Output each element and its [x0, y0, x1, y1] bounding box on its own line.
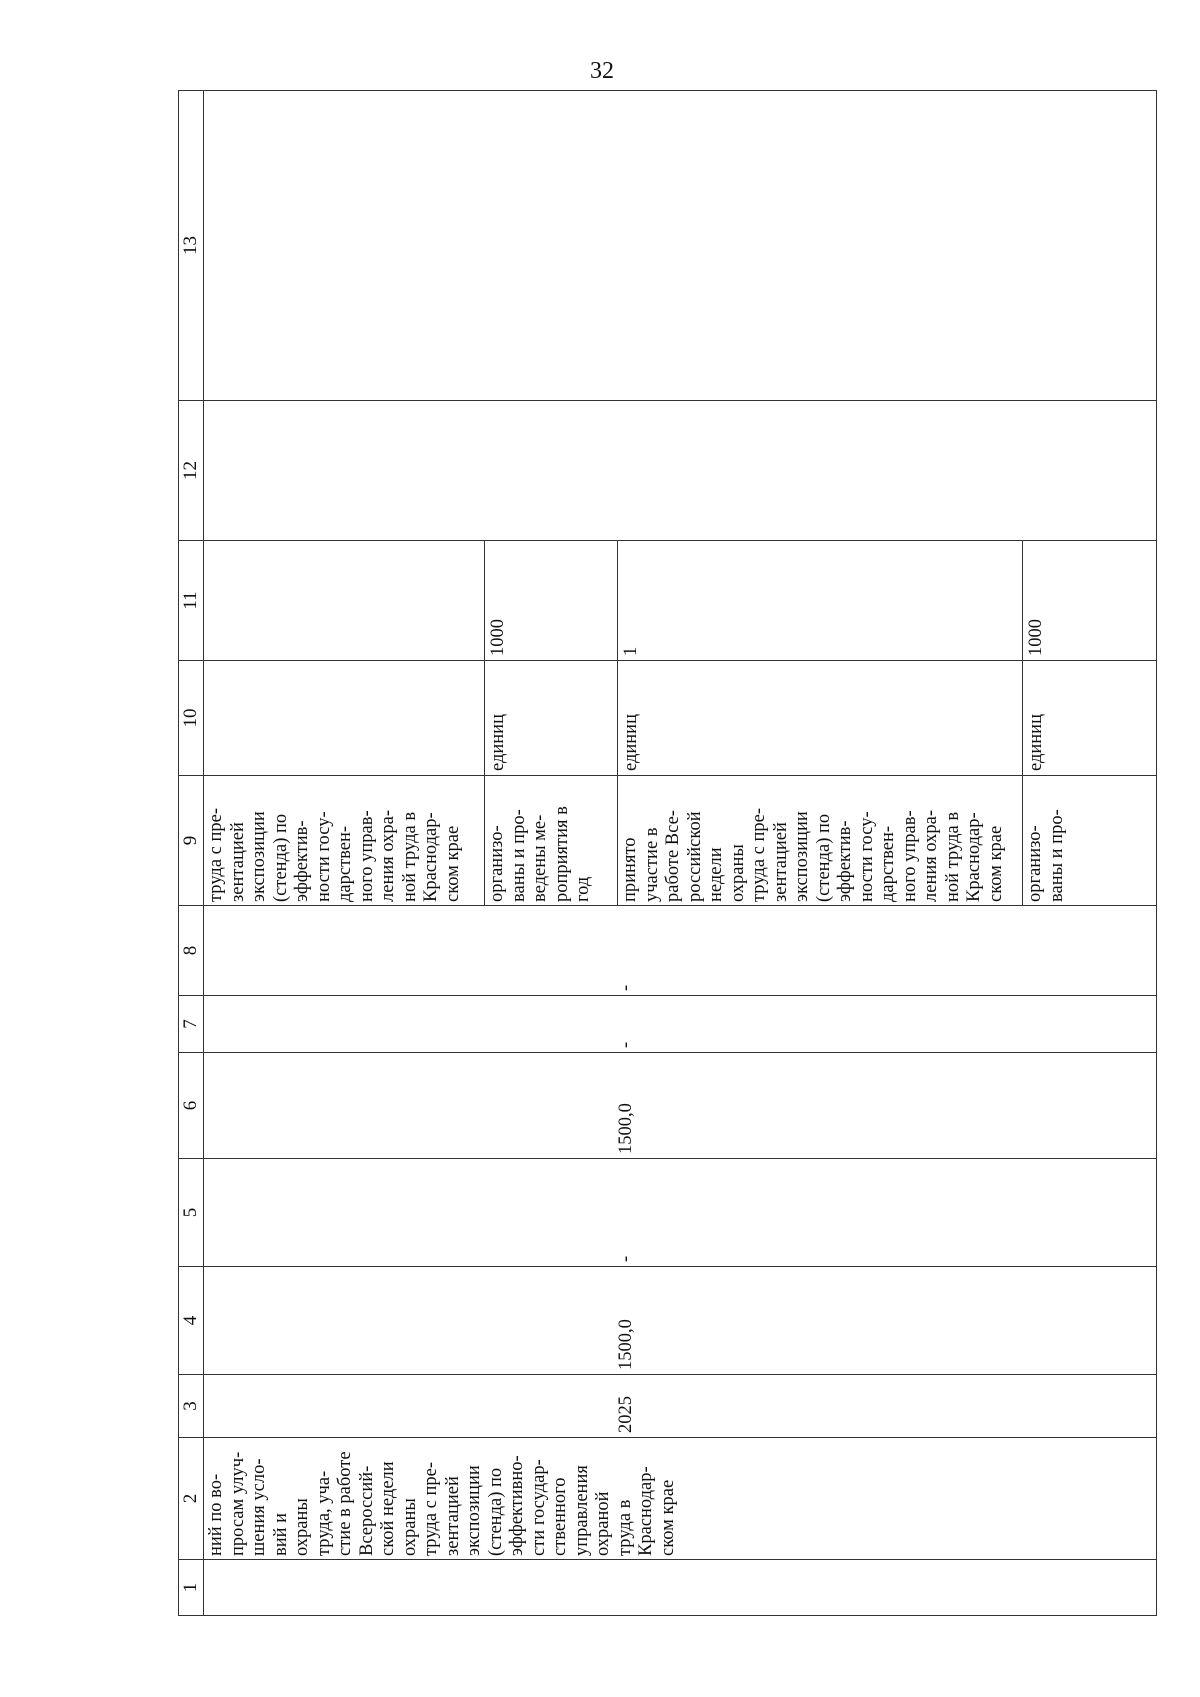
cell-col-1-text	[204, 1560, 208, 1615]
cell-col-9	[204, 776, 1157, 906]
target-value-2: 1000	[485, 541, 618, 660]
measures-table	[178, 90, 1157, 1616]
cell-col-2	[204, 1438, 1157, 1560]
page-number: 32	[590, 58, 614, 84]
col-6-value: 1500,0	[616, 1103, 636, 1154]
indicator-3-text: принято участие в работе Все- российской недели охраны труда с пре- зентацией экспозиции (стенда) по эффектив- ности госу- дарствен- ного управ- ления охра- ной труда в Краснодар- ском крае	[618, 776, 1023, 905]
cell-col-6	[204, 1053, 1157, 1159]
cell-col-3	[204, 1375, 1157, 1438]
header-col-13: 13	[179, 91, 204, 401]
measure-description: ний по во- просам улуч- шения усло- вий и охраны труда, уча- стие в работе Всероссий- ской недели охраны труда с пре- зентацией экспозиции (стенда) по эффективно- сти государ- ственного управления охраной труда в Краснодар- ском крае	[206, 1451, 678, 1556]
target-value-4: 1000	[1026, 619, 1046, 656]
header-col-11: 11	[179, 541, 204, 661]
cell-col-13	[204, 91, 1157, 401]
unit-4: единиц	[1026, 714, 1046, 771]
header-col-4: 4	[179, 1267, 204, 1375]
unit-1	[204, 661, 485, 775]
total-amount-value: 1500,0	[616, 1319, 636, 1370]
target-value-3: 1	[618, 541, 1023, 660]
header-row	[179, 91, 204, 1616]
col-7-value: -	[616, 1041, 636, 1048]
col-5-value: -	[616, 1255, 636, 1262]
indicator-1-text: труда с пре- зентацией экспозиции (стенда) по эффектив- ности госу- дарствен- ного управ- ления охра- ной труда в Краснодар- ском крае	[204, 776, 485, 905]
indicator-2-text: организо- ваны и про- ведены ме- роприятия в год	[485, 776, 618, 905]
cell-col-5	[204, 1159, 1157, 1267]
cell-col-1	[204, 1560, 1157, 1616]
cell-col-13-text	[204, 91, 208, 400]
header-col-5: 5	[179, 1159, 204, 1267]
header-col-7: 7	[179, 996, 204, 1053]
unit-3: единиц	[618, 661, 1023, 775]
cell-col-8-blank	[204, 906, 613, 995]
header-col-3: 3	[179, 1375, 204, 1438]
cell-col-11	[204, 541, 1157, 661]
header-col-1: 1	[179, 1560, 204, 1616]
header-col-12: 12	[179, 401, 204, 541]
cell-col-7-blank	[204, 996, 613, 1052]
cell-col-3-blank	[204, 1375, 613, 1437]
header-col-2: 2	[179, 1438, 204, 1560]
target-value-1	[204, 541, 485, 660]
cell-col-12-text	[204, 401, 208, 540]
table-row	[204, 91, 1157, 1616]
cell-col-8	[204, 906, 1157, 996]
cell-col-5-blank	[204, 1159, 613, 1266]
cell-col-6-blank	[204, 1053, 613, 1158]
cell-col-12	[204, 401, 1157, 541]
cell-col-10	[204, 661, 1157, 776]
header-col-6: 6	[179, 1053, 204, 1159]
cell-col-4-blank	[204, 1267, 613, 1374]
header-col-9: 9	[179, 776, 204, 906]
rotated-table-page	[178, 91, 1168, 1616]
cell-col-4	[204, 1267, 1157, 1375]
unit-2: единиц	[485, 661, 618, 775]
header-col-8: 8	[179, 906, 204, 996]
cell-col-7	[204, 996, 1157, 1053]
year-value: 2025	[616, 1396, 636, 1433]
indicator-4-text: организо- ваны и про-	[1025, 809, 1067, 902]
header-col-10: 10	[179, 661, 204, 776]
col-8-value: -	[616, 984, 636, 991]
